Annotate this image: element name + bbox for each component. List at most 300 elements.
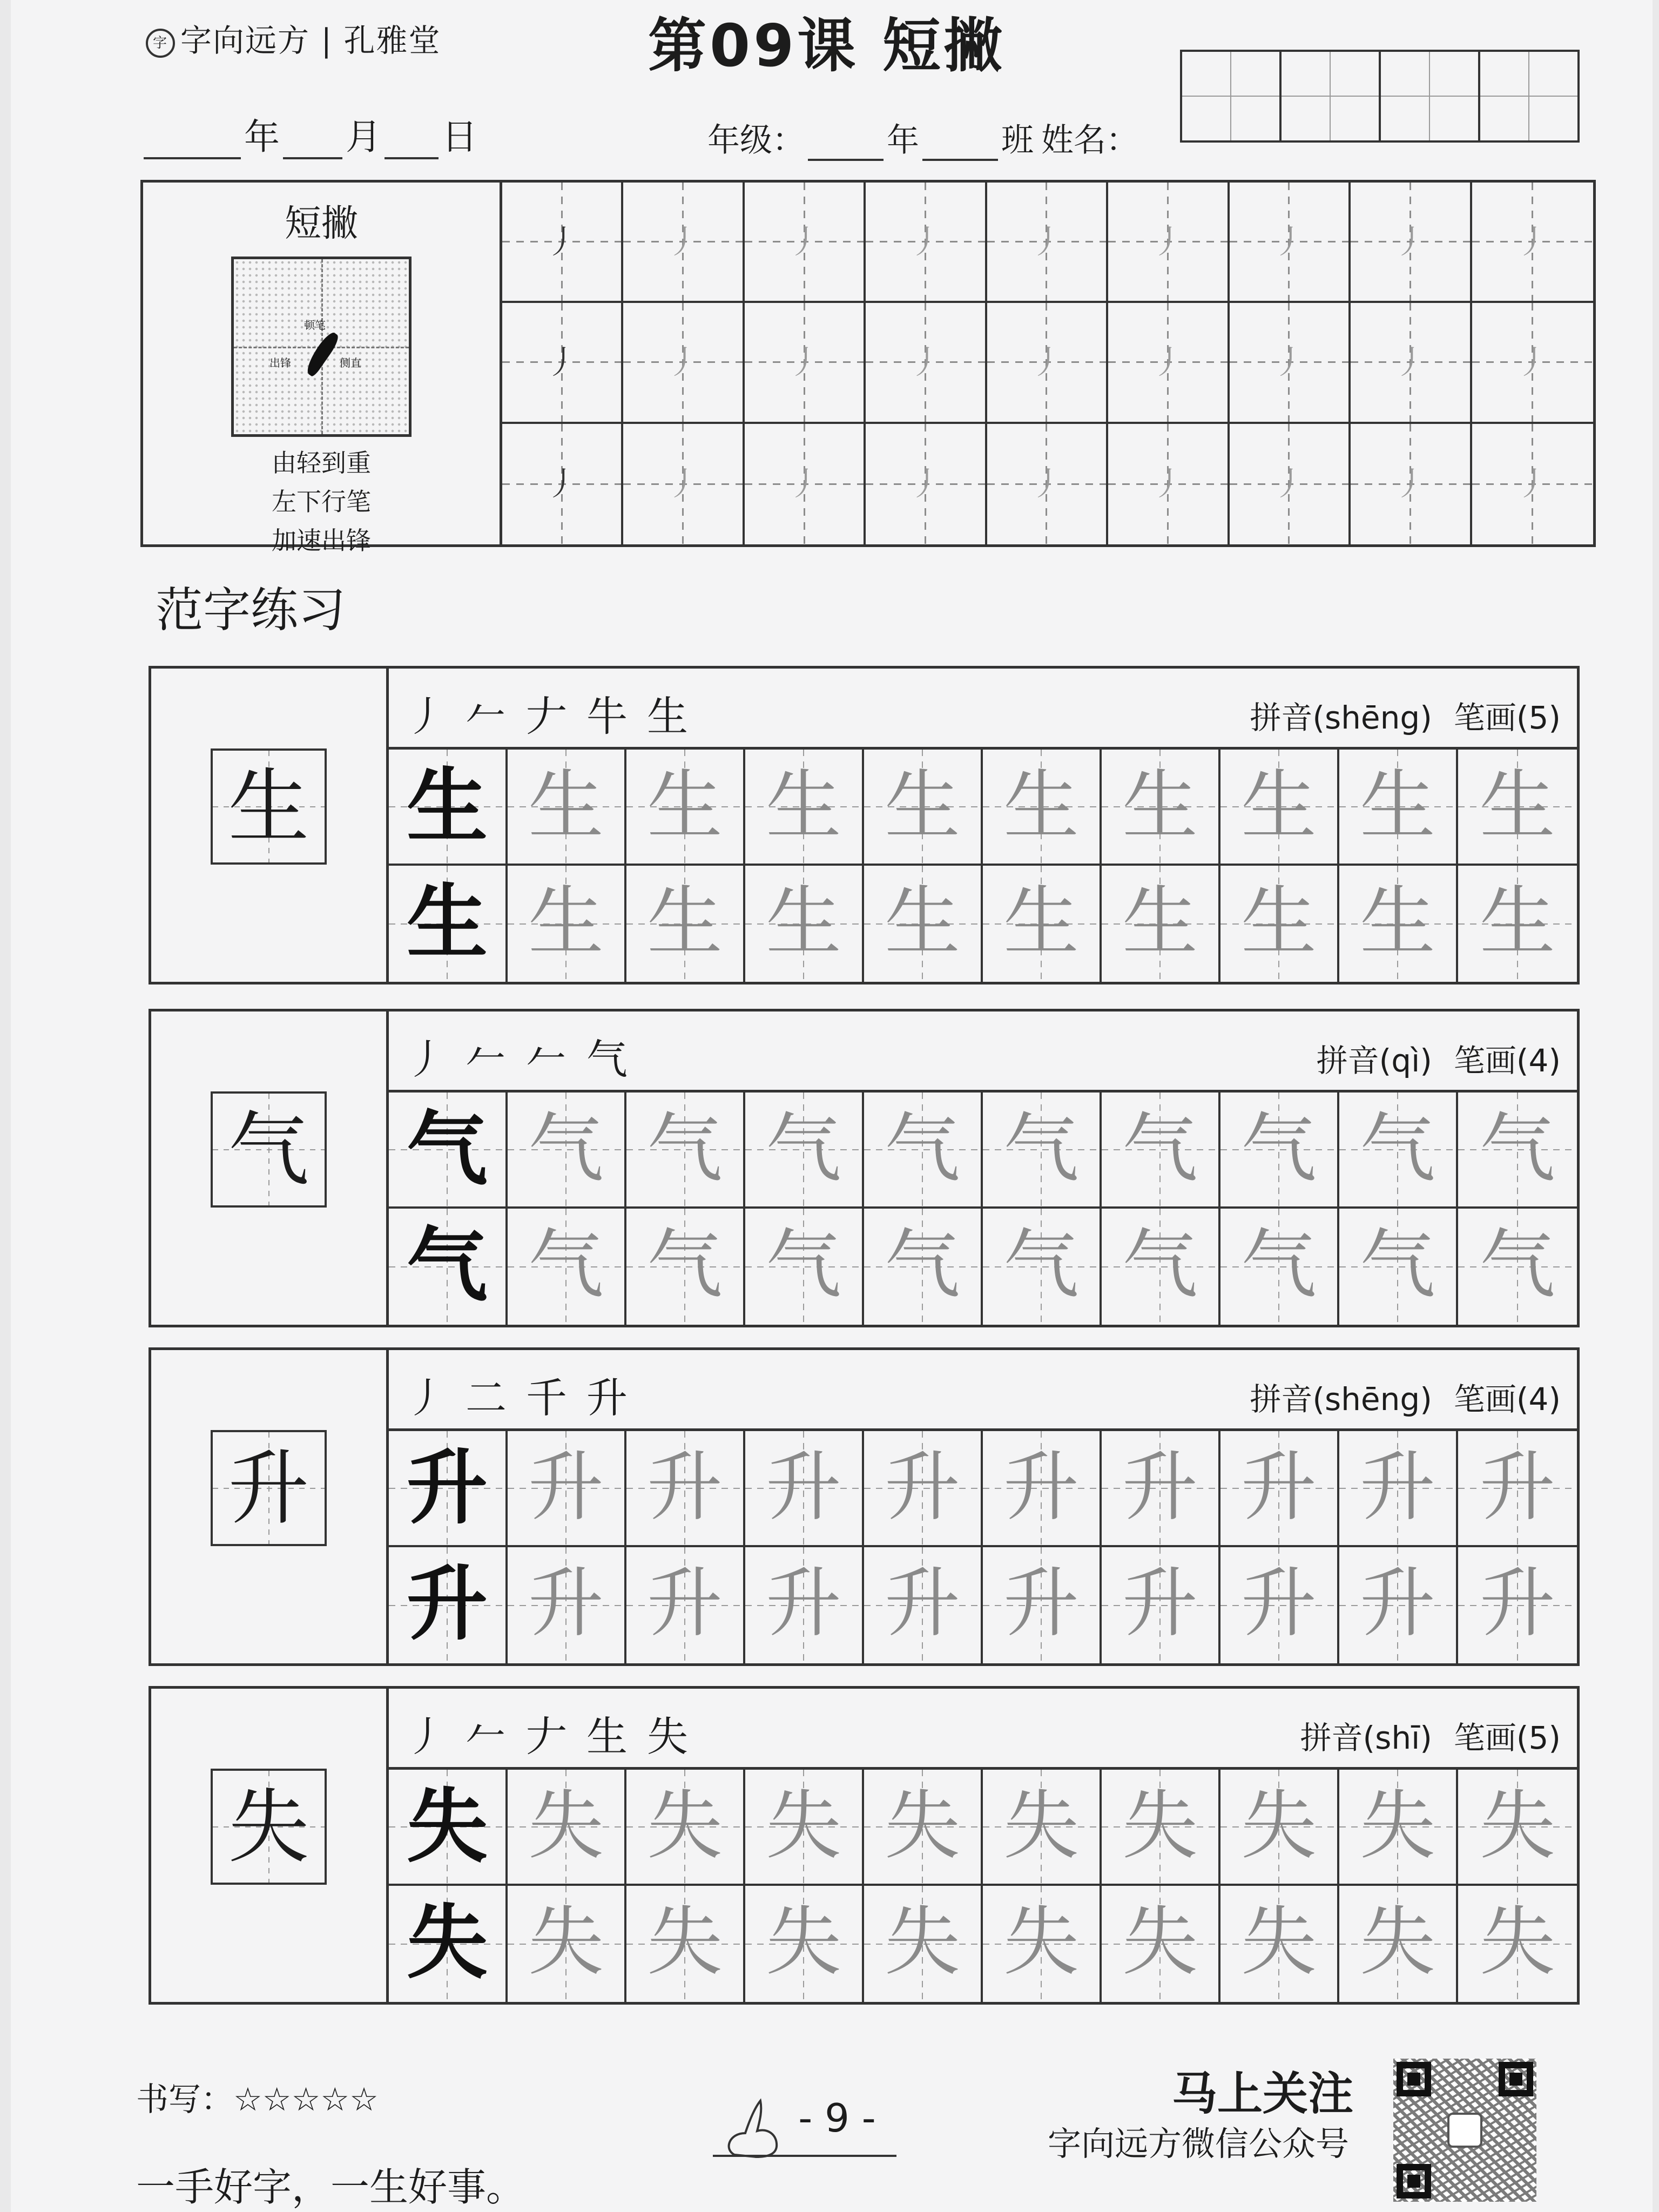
handwritten-character: 气 [1479,1105,1555,1193]
character-meta [1250,1374,1561,1419]
stroke-count-label: 笔画(4) [1453,1381,1561,1418]
stroke-mark: 丿 [1516,343,1549,382]
stroke-mark: 丿 [666,343,699,382]
month-blank[interactable] [283,127,342,159]
stroke-practice-cell[interactable] [866,183,987,303]
month-label: 月 [346,116,381,158]
qr-code-icon[interactable] [1393,2059,1536,2202]
practice-cell[interactable] [1220,866,1339,982]
stroke-mark: 丿 [788,343,821,382]
handwritten-character: 升 [1003,1444,1079,1532]
practice-cell[interactable] [983,1209,1102,1325]
character-meta [1250,692,1561,738]
stroke-mark: 丿 [1151,223,1184,261]
practice-cell[interactable] [626,1770,745,1886]
practice-cell[interactable] [1102,1547,1220,1663]
handwritten-character: 升 [1240,1560,1317,1648]
name-label: 姓名： [1041,122,1138,159]
practice-cell[interactable] [983,1431,1102,1547]
practice-cell[interactable] [1220,750,1339,866]
handwritten-character: 生 [1003,762,1079,850]
stroke-practice-cell[interactable] [1230,303,1351,423]
handwritten-character: 气 [1240,1105,1317,1193]
stroke-practice-cell[interactable] [1230,183,1351,303]
practice-cell[interactable] [1458,1092,1577,1209]
handwritten-character: 气 [1359,1105,1435,1193]
practice-cell[interactable] [1458,866,1577,982]
handwritten-character: 生 [1003,878,1079,966]
name-cell[interactable] [1381,52,1480,140]
practice-heading: 范字练习 [156,582,346,638]
stroke-mark: 丿 [1030,466,1063,504]
stroke-practice-cell[interactable] [623,303,744,423]
stroke-practice-cell[interactable] [1472,183,1593,303]
stroke-tip: 左下行笔 [272,487,371,516]
example-character: 气 [406,1218,488,1313]
class-blank[interactable] [922,129,998,161]
handwritten-character: 失 [1240,1898,1317,1986]
handwritten-character: 生 [1122,878,1198,966]
practice-cell[interactable] [864,1886,983,2002]
name-grid[interactable] [1180,50,1580,143]
stroke-order-step: 𠂇 [526,692,586,740]
stroke-mark: 丿 [1272,223,1305,261]
handwritten-character: 气 [1003,1221,1079,1309]
brand-logo: 字 字向远方 | 孔雅堂 [146,15,441,60]
stroke-grid [502,183,1593,544]
handwritten-character: 升 [1479,1444,1555,1532]
practice-cell[interactable] [508,1092,626,1209]
handwritten-character: 失 [765,1782,841,1870]
practice-cell[interactable] [1220,1209,1339,1325]
handwritten-character: 生 [1240,878,1317,966]
handwritten-character: 失 [884,1782,960,1870]
stroke-mark: 丿 [909,466,942,504]
stroke-mark: 丿 [788,466,821,504]
practice-cell[interactable] [1220,1547,1339,1663]
practice-cell[interactable] [1220,1431,1339,1547]
motto: 一手好字，一生好事。 [136,2164,525,2210]
practice-cell[interactable] [745,1431,864,1547]
practice-cell[interactable] [864,866,983,982]
brand-sub: 孔雅堂 [343,22,441,59]
practice-cell[interactable] [745,1770,864,1886]
handwritten-character: 升 [1359,1444,1435,1532]
handwritten-character: 失 [765,1898,841,1986]
practice-cell[interactable] [626,1209,745,1325]
practice-cell[interactable] [745,1547,864,1663]
character-info [389,669,1577,750]
stroke-practice-cell[interactable] [1230,424,1351,544]
stroke-order-step: 𠂉 [466,1035,526,1083]
stroke-practice-cell[interactable] [987,424,1108,544]
stroke-mark: 丿 [1394,223,1427,261]
practice-cell[interactable] [745,1209,864,1325]
character-info [389,1350,1577,1431]
stroke-practice-cell[interactable] [502,303,623,423]
practice-cell[interactable] [1458,750,1577,866]
practice-cell[interactable] [864,1092,983,1209]
model-area [151,1350,389,1663]
handwritten-character: 气 [1003,1105,1079,1193]
stroke-order-step: 千 [526,1374,586,1422]
practice-cell[interactable] [983,1886,1102,2002]
practice-cell[interactable] [1339,1431,1458,1547]
handwritten-character: 生 [1122,762,1198,850]
stroke-mark: 丿 [1272,466,1305,504]
year-label: 年 [244,116,280,158]
handwritten-character: 气 [1240,1221,1317,1309]
practice-cell[interactable] [1102,1431,1220,1547]
practice-cell[interactable] [626,1431,745,1547]
handwritten-character: 升 [528,1444,604,1532]
practice-cell[interactable] [1102,1886,1220,2002]
stroke-mark: 丿 [909,343,942,382]
stroke-order [405,1704,707,1763]
example-cell [389,1886,508,2002]
handwritten-character: 升 [1122,1560,1198,1648]
handwritten-character: 失 [1003,1782,1079,1870]
stroke-order [405,684,707,743]
demo-label: 出锋 [269,356,291,369]
stroke-order-step: 生 [647,692,707,740]
practice-cell[interactable] [745,866,864,982]
year-blank[interactable] [144,127,241,159]
handwritten-character: 失 [1122,1782,1198,1870]
example-cell [389,1209,508,1325]
practice-cell[interactable] [1339,1209,1458,1325]
stroke-practice-cell[interactable] [623,183,744,303]
stroke-practice-cell[interactable] [1108,183,1229,303]
practice-cell[interactable] [508,1770,626,1886]
practice-cell[interactable] [1458,1770,1577,1886]
handwritten-character: 气 [1479,1221,1555,1309]
handwritten-character: 气 [884,1221,960,1309]
practice-cell[interactable] [508,866,626,982]
stroke-name: 短撇 [284,203,358,245]
grade-line [707,114,1138,161]
practice-cell[interactable] [1339,1547,1458,1663]
stroke-order-step: 𠂉 [466,692,526,740]
practice-cell[interactable] [508,750,626,866]
example-cell [389,1547,508,1663]
character-block [149,1686,1580,2005]
name-cell[interactable] [1480,52,1577,140]
stroke-order-step: 丿 [405,1035,466,1083]
stroke-tip: 加速出锋 [272,526,371,555]
stroke-order-step: 丿 [405,1712,466,1761]
example-character: 失 [406,1779,488,1874]
handwritten-character: 升 [646,1444,723,1532]
stroke-order-step: 气 [586,1035,647,1083]
pinyin-label: 拼音(shēng) [1250,1381,1432,1418]
model-area [151,669,389,982]
model-character: 失 [211,1769,327,1885]
character-info [389,1689,1577,1770]
model-character: 生 [211,748,327,865]
practice-cell[interactable] [1339,750,1458,866]
handwritten-character: 升 [1003,1560,1079,1648]
practice-cell[interactable] [1458,1547,1577,1663]
handwritten-character: 失 [646,1782,723,1870]
practice-cell[interactable] [1339,866,1458,982]
stroke-mark: 丿 [1030,343,1063,382]
model-area [151,1011,389,1325]
stroke-practice-cell[interactable] [866,424,987,544]
stroke-mark: 丿 [1394,343,1427,382]
practice-cell[interactable] [1102,1209,1220,1325]
practice-cell[interactable] [1220,1886,1339,2002]
practice-cell[interactable] [508,1547,626,1663]
example-character: 气 [406,1102,488,1197]
handwritten-character: 升 [884,1560,960,1648]
practice-rows [389,1431,1577,1663]
example-cell [389,750,508,866]
demo-label: 顿笔 [304,319,326,332]
example-cell [389,1092,508,1209]
follow-label: 马上关注 [1172,2067,1354,2120]
handwritten-character: 升 [1479,1560,1555,1648]
stroke-mark: 丿 [666,223,699,261]
pinyin-label: 拼音(shēng) [1250,699,1432,736]
practice-cell[interactable] [864,1209,983,1325]
practice-cell[interactable] [626,866,745,982]
stroke-order-step: 二 [466,1374,526,1422]
stroke-tip: 由轻到重 [272,448,371,477]
practice-cell[interactable] [983,1770,1102,1886]
practice-cell[interactable] [1339,1886,1458,2002]
practice-cell[interactable] [1458,1209,1577,1325]
stroke-practice-cell[interactable] [1351,303,1472,423]
character-block [149,1347,1580,1666]
handwritten-character: 生 [1479,762,1555,850]
grade-year-blank[interactable] [808,129,884,161]
stroke-practice-cell[interactable] [745,424,866,544]
stroke-order [405,1365,647,1424]
handwritten-character: 气 [884,1105,960,1193]
stroke-count-label: 笔画(5) [1453,1719,1561,1756]
stroke-practice-cell[interactable] [1108,303,1229,423]
practice-cell[interactable] [745,750,864,866]
stroke-guide [143,183,502,555]
practice-rows [389,1770,1577,2002]
example-character: 升 [406,1440,488,1535]
brand-name: 字向远方 [180,22,311,59]
handwritten-character: 失 [1479,1782,1555,1870]
stroke-practice-cell[interactable] [623,424,744,544]
page-number-text: - 9 - [798,2095,876,2141]
practice-cell[interactable] [983,1092,1102,1209]
stroke-count-label: 笔画(4) [1453,1042,1561,1079]
handwritten-character: 气 [1359,1221,1435,1309]
practice-cell[interactable] [983,750,1102,866]
handwritten-character: 气 [1122,1105,1198,1193]
stroke-practice-box [140,180,1596,555]
practice-cell[interactable] [864,1770,983,1886]
day-blank[interactable] [385,127,439,159]
practice-cell[interactable] [626,750,745,866]
stroke-practice-cell[interactable] [1472,303,1593,423]
stroke-mark: 丿 [1516,223,1549,261]
handwritten-character: 失 [528,1782,604,1870]
example-character: 生 [406,875,488,970]
grade-year-label: 年 [887,122,919,159]
stroke-practice-cell[interactable] [1472,424,1593,544]
character-block [149,1009,1580,1327]
practice-cell[interactable] [1102,866,1220,982]
practice-rows [389,1092,1577,1325]
handwritten-character: 生 [765,878,841,966]
handwritten-character: 升 [765,1560,841,1648]
practice-cell[interactable] [1220,1770,1339,1886]
handwritten-character: 升 [1122,1444,1198,1532]
handwritten-character: 生 [884,878,960,966]
handwritten-character: 失 [1479,1898,1555,1986]
class-label: 班 [1001,122,1034,159]
handwritten-character: 气 [765,1105,841,1193]
stroke-order-step: 丿 [405,692,466,740]
handwritten-character: 生 [646,762,723,850]
practice-cell[interactable] [1339,1092,1458,1209]
character-meta [1300,1712,1561,1758]
worksheet-page [11,0,1653,2212]
stroke-practice-cell[interactable] [1351,424,1472,544]
stroke-mark: 丿 [1151,343,1184,382]
stroke-mark: 丿 [545,223,578,261]
stroke-order-step: 升 [586,1374,647,1422]
stroke-practice-cell[interactable] [502,424,623,544]
handwritten-character: 升 [765,1444,841,1532]
stroke-practice-cell[interactable] [745,303,866,423]
brand-seal-icon: 字 [146,29,175,58]
handwritten-character: 失 [1359,1782,1435,1870]
stroke-mark: 丿 [1272,343,1305,382]
practice-cell[interactable] [864,1547,983,1663]
stroke-order-step: 𠂉 [526,1035,586,1083]
stroke-practice-cell[interactable] [1108,424,1229,544]
handwritten-character: 生 [528,762,604,850]
stroke-mark: 丿 [788,223,821,261]
example-character: 升 [406,1556,488,1651]
stroke-tips [143,443,500,560]
handwritten-character: 失 [1003,1898,1079,1986]
handwritten-character: 升 [1359,1560,1435,1648]
stroke-mark: 丿 [545,343,578,382]
handwritten-character: 生 [1479,878,1555,966]
day-label: 日 [442,116,477,158]
practice-cell[interactable] [1458,1431,1577,1547]
stroke-order-step: 生 [586,1712,647,1761]
practice-cell[interactable] [508,1209,626,1325]
model-area [151,1689,389,2002]
practice-cell[interactable] [983,866,1102,982]
stroke-mark: 丿 [909,223,942,261]
handwritten-character: 生 [646,878,723,966]
stroke-order-step: 𠂉 [466,1712,526,1761]
stroke-mark: 丿 [545,466,578,504]
stroke-order-step: 牛 [586,692,647,740]
stroke-order-step: 失 [647,1712,707,1761]
stroke-order [405,1027,647,1085]
handwritten-character: 失 [1359,1898,1435,1986]
handwritten-character: 失 [528,1898,604,1986]
stroke-practice-cell[interactable] [987,183,1108,303]
handwritten-character: 气 [1122,1221,1198,1309]
practice-cell[interactable] [1458,1886,1577,2002]
stroke-practice-cell[interactable] [1351,183,1472,303]
practice-rows [389,750,1577,982]
example-cell [389,1770,508,1886]
page-number [713,2095,918,2141]
name-cell[interactable] [1182,52,1282,140]
practice-cell[interactable] [1102,750,1220,866]
page-title: 第09课 短撇 [648,12,1006,80]
handwritten-character: 升 [884,1444,960,1532]
example-character: 生 [406,759,488,854]
handwritten-character: 气 [765,1221,841,1309]
practice-cell[interactable] [626,1886,745,2002]
handwritten-character: 生 [765,762,841,850]
wechat-label: 字向远方微信公众号 [1048,2124,1350,2163]
stroke-practice-cell[interactable] [987,303,1108,423]
handwritten-character: 气 [646,1105,723,1193]
handwritten-character: 生 [884,762,960,850]
handwritten-character: 气 [646,1221,723,1309]
stroke-practice-cell[interactable] [745,183,866,303]
practice-cell[interactable] [1220,1092,1339,1209]
stroke-practice-cell[interactable] [502,183,623,303]
rating-stars[interactable]: 书写：☆☆☆☆☆ [136,2081,379,2119]
practice-cell[interactable] [745,1886,864,2002]
character-info [389,1011,1577,1092]
handwritten-character: 失 [884,1898,960,1986]
stroke-order-step: 丿 [405,1374,466,1422]
handwritten-character: 失 [646,1898,723,1986]
character-meta [1317,1035,1561,1081]
stroke-mark: 丿 [666,466,699,504]
practice-cell[interactable] [745,1092,864,1209]
practice-cell[interactable] [864,750,983,866]
example-character: 失 [406,1895,488,1990]
pinyin-label: 拼音(qì) [1316,1042,1432,1079]
practice-cell[interactable] [983,1547,1102,1663]
practice-cell[interactable] [1102,1092,1220,1209]
model-character: 升 [211,1430,327,1546]
practice-cell[interactable] [1339,1770,1458,1886]
handwritten-character: 失 [1240,1782,1317,1870]
stroke-order-step: 𠂇 [526,1712,586,1761]
practice-cell[interactable] [864,1431,983,1547]
stroke-count-label: 笔画(5) [1453,699,1561,736]
stroke-practice-cell[interactable] [866,303,987,423]
practice-cell[interactable] [508,1886,626,2002]
handwritten-character: 气 [528,1221,604,1309]
handwritten-character: 升 [528,1560,604,1648]
practice-cell[interactable] [626,1092,745,1209]
practice-cell[interactable] [1102,1770,1220,1886]
name-cell[interactable] [1282,52,1381,140]
handwritten-character: 升 [646,1560,723,1648]
handwritten-character: 生 [1240,762,1317,850]
practice-cell[interactable] [626,1547,745,1663]
stroke-mark: 丿 [1030,223,1063,261]
demo-label: 侧直 [340,356,361,369]
stroke-mark: 丿 [1516,466,1549,504]
handwritten-character: 升 [1240,1444,1317,1532]
stroke-demo-image [231,257,412,437]
handwritten-character: 气 [528,1105,604,1193]
practice-cell[interactable] [508,1431,626,1547]
